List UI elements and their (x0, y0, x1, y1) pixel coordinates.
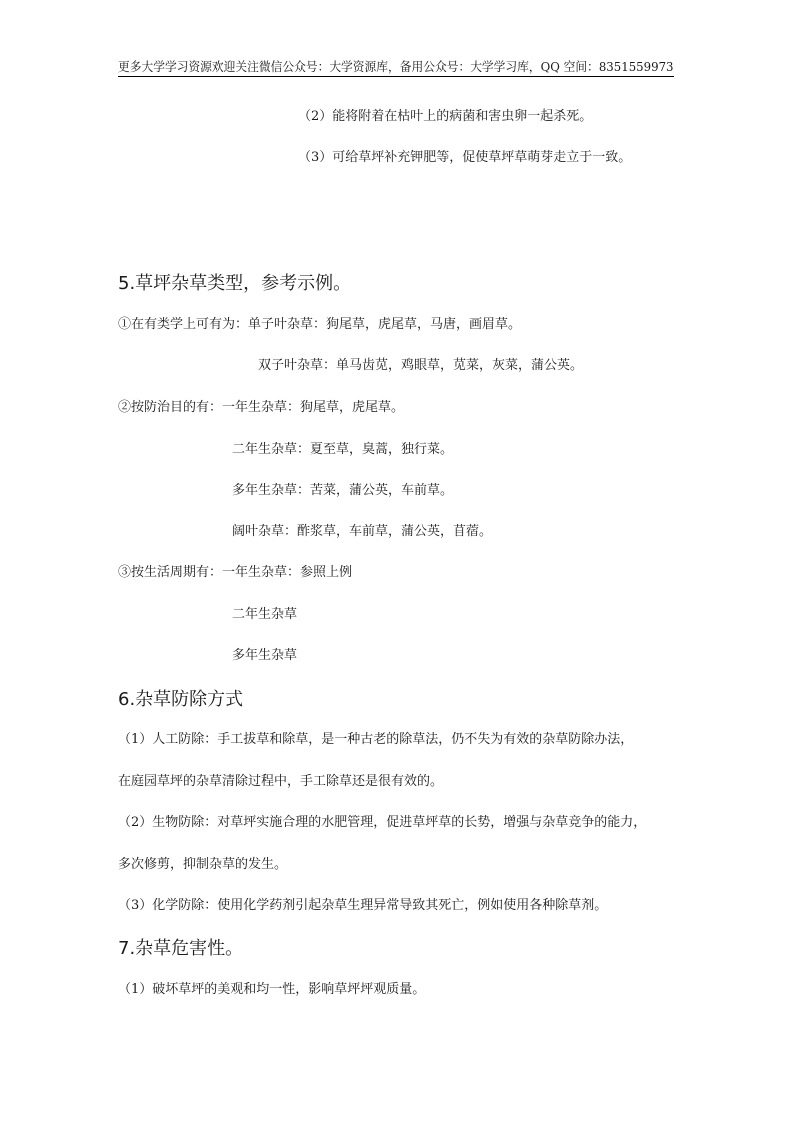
list-item: ③按生活周期有：一年生杂草：参照上例 (118, 565, 353, 580)
paragraph-line: （3）化学防除：使用化学药剂引起杂草生理异常导致其死亡，例如使用各种除草剂。 (118, 898, 608, 913)
paragraph-line: （1）人工防除：手工拔草和除草，是一种古老的除草法，仍不失为有效的杂草防除办法， (118, 732, 634, 747)
section-heading: 5.草坪杂草类型，参考示例。 (118, 273, 352, 294)
list-item: 二年生杂草：夏至草，臭蒿，独行菜。 (232, 442, 454, 457)
section-heading: 7.杂草危害性。 (118, 938, 244, 959)
paragraph-line: 多次修剪，抑制杂草的发生。 (118, 857, 288, 872)
list-item: ②按防治目的有：一年生杂草：狗尾草，虎尾草。 (118, 400, 405, 415)
list-item: 二年生杂草 (232, 607, 298, 622)
paragraph-line: （1）破坏草坪的美观和均一性，影响草坪坪观质量。 (118, 982, 426, 997)
list-item: ①在有类学上可有为：单子叶杂草：狗尾草，虎尾草，马唐，画眉草。 (118, 317, 522, 332)
paragraph-line: 在庭园草坪的杂草清除过程中，手工除草还是很有效的。 (118, 774, 444, 789)
header-divider (118, 76, 674, 77)
list-item: 多年生杂草：苦菜，蒲公英，车前草。 (232, 483, 454, 498)
paragraph-line: （2）生物防除：对草坪实施合理的水肥管理，促进草坪草的长势，增强与杂草竞争的能力， (118, 815, 647, 830)
list-item: （2）能将附着在枯叶上的病菌和害虫卵一起杀死。 (298, 109, 593, 124)
page-header: 更多大学学习资源欢迎关注微信公众号：大学资源库，备用公众号：大学学习库，QQ 空间：8351559973 (118, 59, 674, 74)
list-item: 多年生杂草 (232, 648, 298, 663)
list-item: 阔叶杂草：酢浆草，车前草，蒲公英，苜蓿。 (232, 524, 493, 539)
section-heading: 6.杂草防除方式 (118, 689, 244, 710)
list-item: （3）可给草坪补充钾肥等，促使草坪草萌芽走立于一致。 (298, 150, 632, 165)
list-item: 双子叶杂草：单马齿苋，鸡眼草，苋菜，灰菜，蒲公英。 (258, 358, 584, 373)
